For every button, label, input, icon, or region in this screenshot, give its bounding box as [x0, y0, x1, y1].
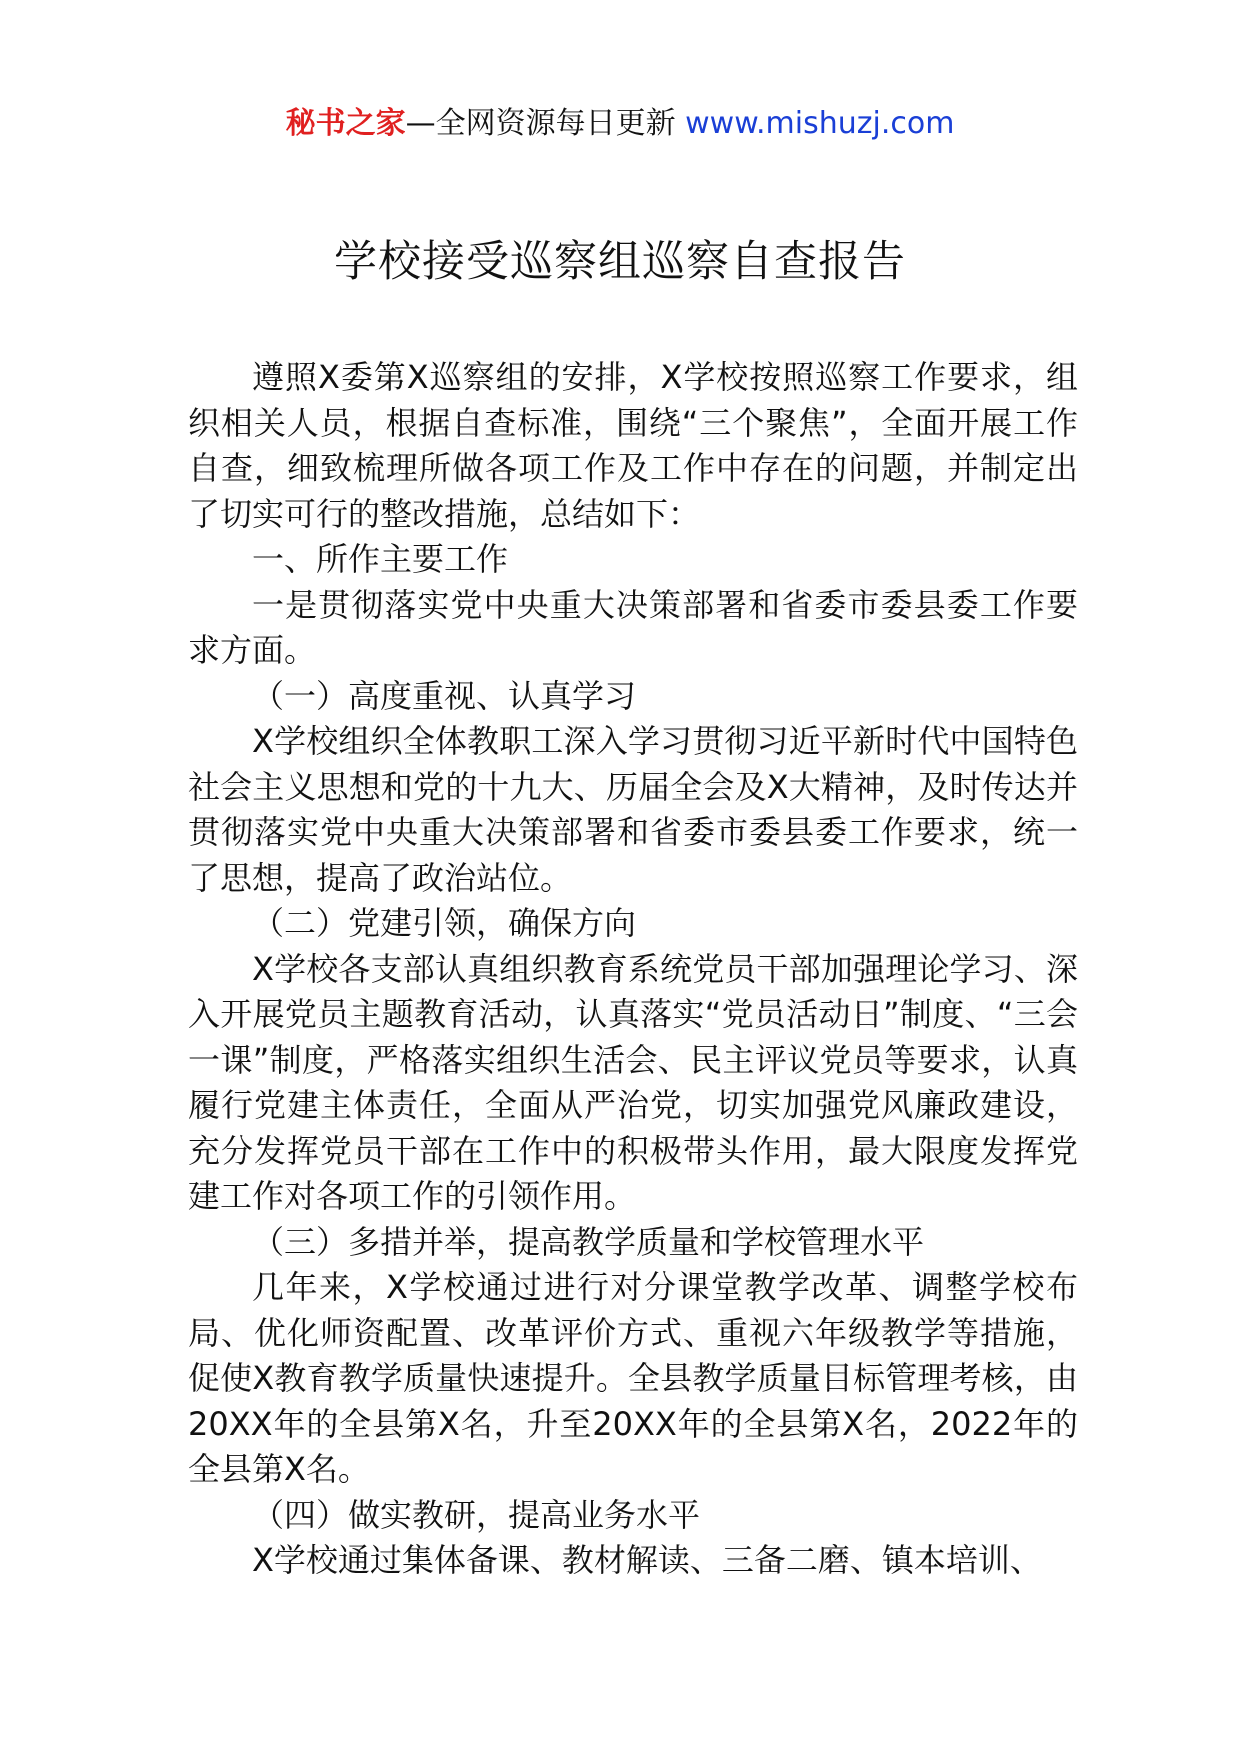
site-url-link[interactable]: www.mishuzj.com — [685, 106, 955, 141]
subheading-3: （三）多措并举，提高教学质量和学校管理水平 — [252, 1222, 925, 1261]
subheading-4: （四）做实教研，提高业务水平 — [252, 1495, 701, 1534]
paragraph-point-one: 一是贯彻落实党中央重大决策部署和省委市委县委工作要求方面。 — [188, 585, 1078, 669]
brand-name: 秘书之家 — [285, 106, 406, 141]
subheading-1: （一）高度重视、认真学习 — [252, 676, 637, 715]
site-header — [0, 104, 1240, 144]
paragraph-party-building: X学校各支部认真组织教育系统党员干部加强理论学习、深入开展党员主题教育活动，认真落实“党员活动日”制度、“三会一课”制度，严格落实组织生活会、民主评议党员等要求，认真履行党建主体责任，全面从严治党，切实加强党风廉政建设，充分发挥党员干部在工作中的积极带头作用，最大限度发挥党建工作对各项工作的引领作用。 — [188, 949, 1078, 1215]
section-heading-main-work: 一、所作主要工作 — [252, 540, 509, 578]
subheading-2: （二）党建引领，确保方向 — [252, 904, 637, 942]
header-tagline: —全网资源每日更新 — [405, 106, 676, 141]
paragraph-teaching-quality: 几年来，X学校通过进行对分课堂教学改革、调整学校布局、优化师资配置、改革评价方式、重视六年级教学等措施，促使X教育教学质量快速提升。全县教学质量目标管理考核，由20XX年的全县第X名，升至20XX年的全县第X名，2022年的全县第X名。 — [188, 1268, 1078, 1488]
document-title: 学校接受巡察组巡察自查报告 — [334, 237, 906, 287]
document-body — [188, 355, 1078, 1584]
paragraph-study: X学校组织全体教职工深入学习贯彻习近平新时代中国特色社会主义思想和党的十九大、历届全会及X大精神，及时传达并贯彻落实党中央重大决策部署和省委市委县委工作要求，统一了思想，提高了政治站位。 — [188, 722, 1078, 897]
paragraph-intro: 遵照X委第X巡察组的安排，X学校按照巡察工作要求，组织相关人员，根据自查标准，围绕“三个聚焦”，全面开展工作自查，细致梳理所做各项工作及工作中存在的问题，并制定出了切实可行的整改措施，总结如下： — [188, 358, 1078, 533]
paragraph-teaching-research: X学校通过集体备课、教材解读、三备二磨、镇本培训、 — [252, 1541, 1042, 1579]
